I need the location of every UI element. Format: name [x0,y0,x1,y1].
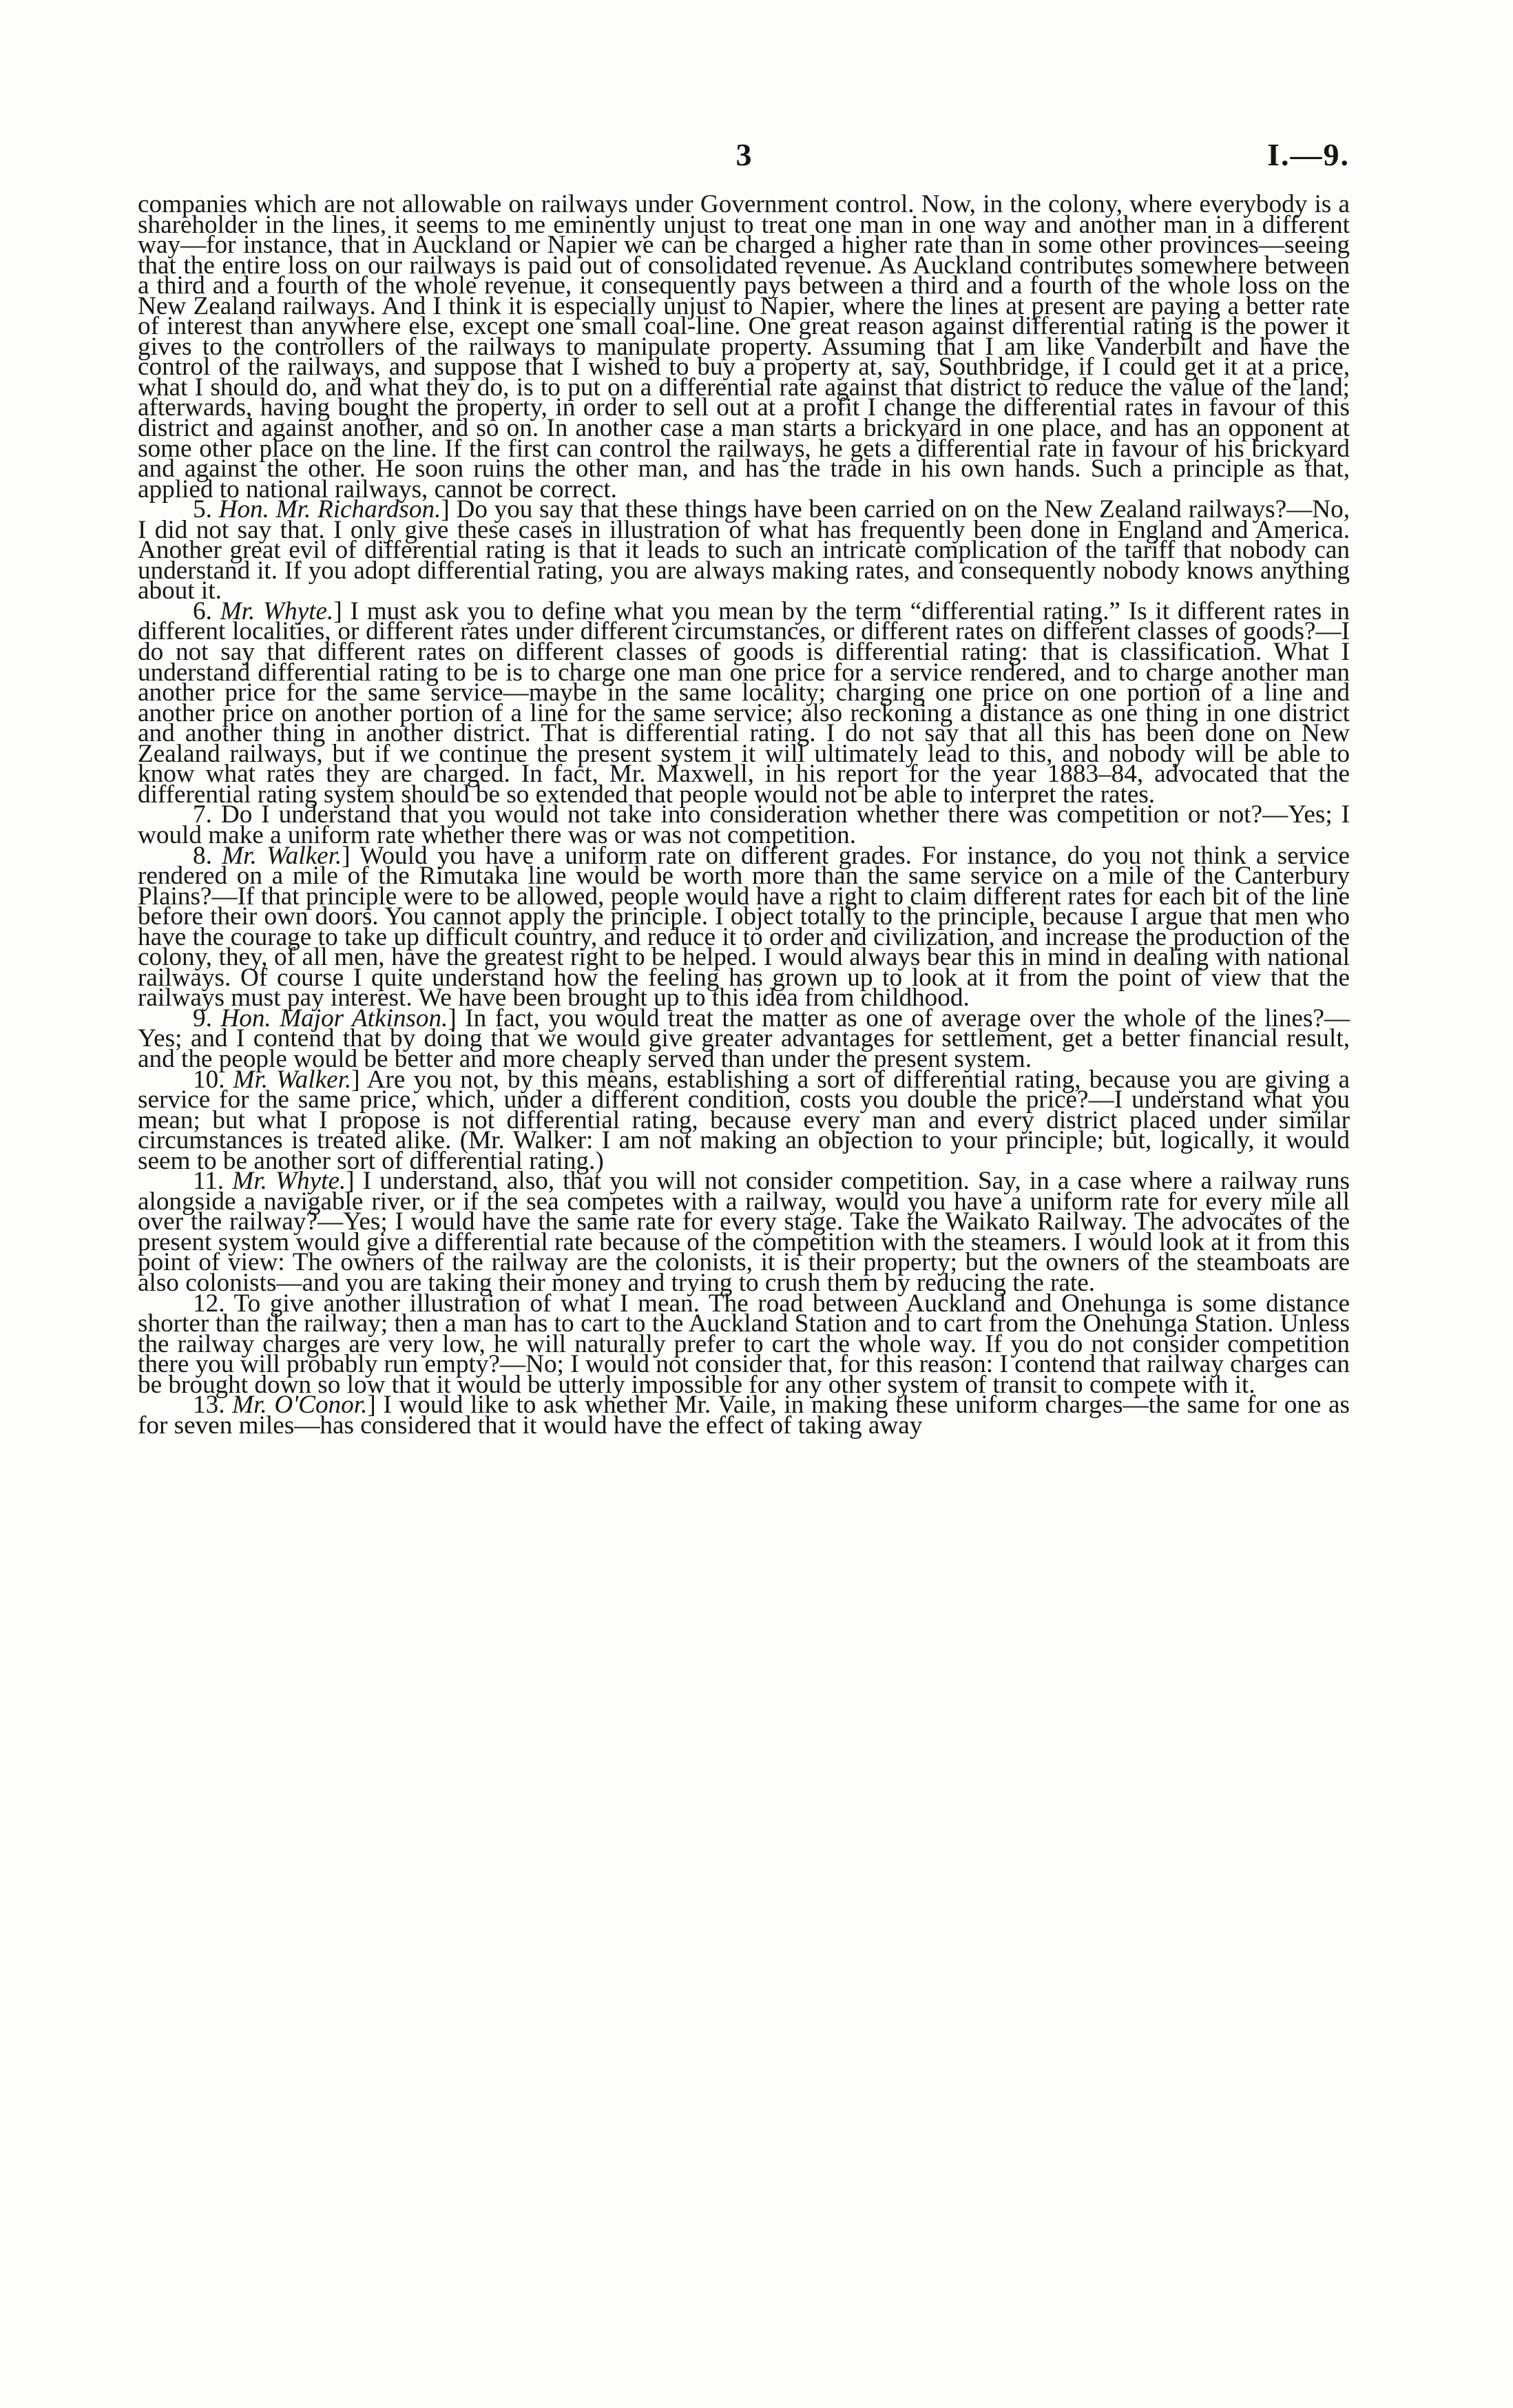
page-header [138,131,1350,179]
question-number: 11. [193,1167,225,1196]
question-number: 13. [193,1391,225,1420]
question-number: 5. [193,495,212,524]
paragraph-text: To give another illustration of what I mean. The road between Auckland and Onehunga is some distance shorter than the railway; then a man has to cart to the Auckland Station and to cart from the Onehunga Station. Unless the railway charges are very low, he will naturally prefer to cart the whole way. If you do not consider competition there you will probably run empty?—No; I would not consider that, for this reason: I contend that railway charges can be brought down so low that it would be utterly impossible for any other system of transit to compete with it. [138,1289,1350,1399]
question-paragraph [138,1391,1350,1440]
speaker-name: Mr. Whyte. [232,1167,346,1196]
paragraph-text: companies which are not allowable on railways under Government control. Now, in the colony, where everybody is a shareholder in the lines, it seems to me eminently unjust to treat one man in one way and another man in a different way—for instance, that in Auckland or Napier we can be charged a higher rate than in some other provinces—seeing that the entire loss on our railways is paid out of consolidated revenue. As Auckland contributes somewhere between a third and a fourth of the whole revenue, it consequently pays between a third and a fourth of the whole loss on the New Zealand railways. And I think it is especially unjust to Napier, where the lines at present are paying a better rate of interest than anywhere else, except one small coal-line. One great reason against differential rating is the power it gives to the controllers of the railways to manipulate property. Assuming that I am like Vanderbilt and have the control of the railways, and suppose that I wished to buy a property at, say, Southbridge, if I could get it at a price, what I should do, and what they do, is to put on a differential rate against that district to reduce the value of the land; afterwards, having bought the property, in order to sell out at a profit I change the differential rates in favour of this district and against another, and so on. In another case a man starts a brickyard in one place, and has an opponent at some other place on the line. If the first can control the railways, he gets a differential rate in favour of his brickyard and against the other. He soon ruins the other man, and has the trade in his own hands. Such a principle as that, applied to national railways, cannot be correct. [138,190,1350,504]
speaker-name: Mr. O'Conor. [232,1391,368,1420]
page-number: 3 [735,137,752,172]
question-paragraph [138,841,1350,1013]
question-paragraph [138,596,1350,809]
question-paragraph [138,495,1350,605]
question-number: 8. [193,841,212,870]
paragraph-text: ] I understand, also, that you will not consider competition. Say, in a case where a railway runs alongside a navigable river, or if the sea competes with a railway, would you have a uniform rate for every mile all over the railway?—Yes; I would have the same rate for every stage. Take the Waikato Railway. The advocates of the present system would give a differential rate because of the competition with the steamers. I would look at it from this point of view: The owners of the railway are the colonists, it is their property; but the owners of the steamboats are also colonists—and you are taking their money and trying to crush them by reducing the rate. [138,1167,1350,1297]
question-paragraph [138,1289,1350,1399]
question-number: 7. [193,800,212,829]
speaker-name: Mr. Walker. [233,1065,352,1094]
paragraph-text: ] Do you say that these things have been carried on on the New Zealand railways?—No, I did not say that. I only give these cases in illustration of what has frequently been done in England and America. Another great evil of differential rating is that it leads to such an intricate complication of the tariff that nobody can understand it. If you adopt differential rating, you are always making rates, and consequently nobody knows anything about it. [138,495,1350,605]
paragraph [138,190,1350,504]
paragraph-text: ] In fact, you would treat the matter as one of average over the whole of the lines?—Yes; and I contend that by doing that we would give greater advantages for settlement, get a better financial result, and the people would be better and more cheaply served than under the present system. [138,1004,1350,1073]
question-paragraph [138,800,1350,849]
question-number: 10. [193,1065,225,1094]
paragraph-text: ] I must ask you to define what you mean by the term “differential rating.” Is it different rates in different localities, or different rates under different circumstances, or different rates on different classes of goods?—I do not say that different rates on different classes of goods is differential rating: that is classification. What I understand differential rating to be is to charge one man one price for a service rendered, and to charge another man another price for the same service—maybe in the same locality; charging one price on one portion of a line and another price on another portion of a line for the same service; also reckoning a distance as one thing in one district and another thing in another district. That is differential rating. I do not say that all this has been done on New Zealand railways, but if we continue the present system it will ultimately lead to this, and nobody will be able to know what rates they are charged. In fact, Mr. Maxwell, in his report for the year 1883–84, advocated that the differential rating system should be so extended that people would not be able to interpret the rates. [138,596,1350,809]
speaker-name: Hon. Major Atkinson. [220,1004,448,1032]
question-number: 9. [193,1004,212,1032]
body-text [138,190,1350,1440]
paragraph-text: ] Would you have a uniform rate on different grades. For instance, do you not think a service rendered on a mile of the Rimutaka line would be worth more than the same service on a mile of the Canterbury Plains?—If that principle were to be allowed, people would have a right to claim different rates for each bit of the line before their own doors. You cannot apply the principle. I object totally to the principle, because I argue that men who have the courage to take up difficult country, and reduce it to order and civilization, and increase the production of the colony, they, of all men, have the greatest right to be helped. I would always bear this in mind in dealing with national railways. Of course I quite understand how the feeling has grown up to look at it from the point of view that the railways must pay interest. We have been brought up to this idea from childhood. [138,841,1350,1013]
paragraph-text: Do I understand that you would not take into consideration whether there was competition or not?—Yes; I would make a uniform rate whether there was or was not competition. [138,800,1350,849]
paragraph-text: ] Are you not, by this means, establishing a sort of differential rating, because you are giving a service for the same price, which, under a different condition, costs you double the price?—I understand what you mean; but what I propose is not differential rating, because every man and every district placed under similar circumstances is treated alike. (Mr. Walker: I am not making an objection to your principle; but, logically, it would seem to be another sort of differential rating.) [138,1065,1350,1175]
question-paragraph [138,1004,1350,1073]
question-paragraph [138,1065,1350,1175]
document-reference: I.—9. [1267,137,1350,172]
question-number: 6. [193,596,212,625]
speaker-name: Mr. Whyte. [220,596,334,625]
question-number: 12. [193,1289,225,1318]
paragraph-text: ] I would like to ask whether Mr. Vaile, in making these uniform charges—the same for one as for seven miles—has considered that it would have the effect of taking away [138,1391,1350,1440]
speaker-name: Hon. Mr. Richardson. [218,495,441,524]
speaker-name: Mr. Walker. [222,841,342,870]
question-paragraph [138,1167,1350,1297]
